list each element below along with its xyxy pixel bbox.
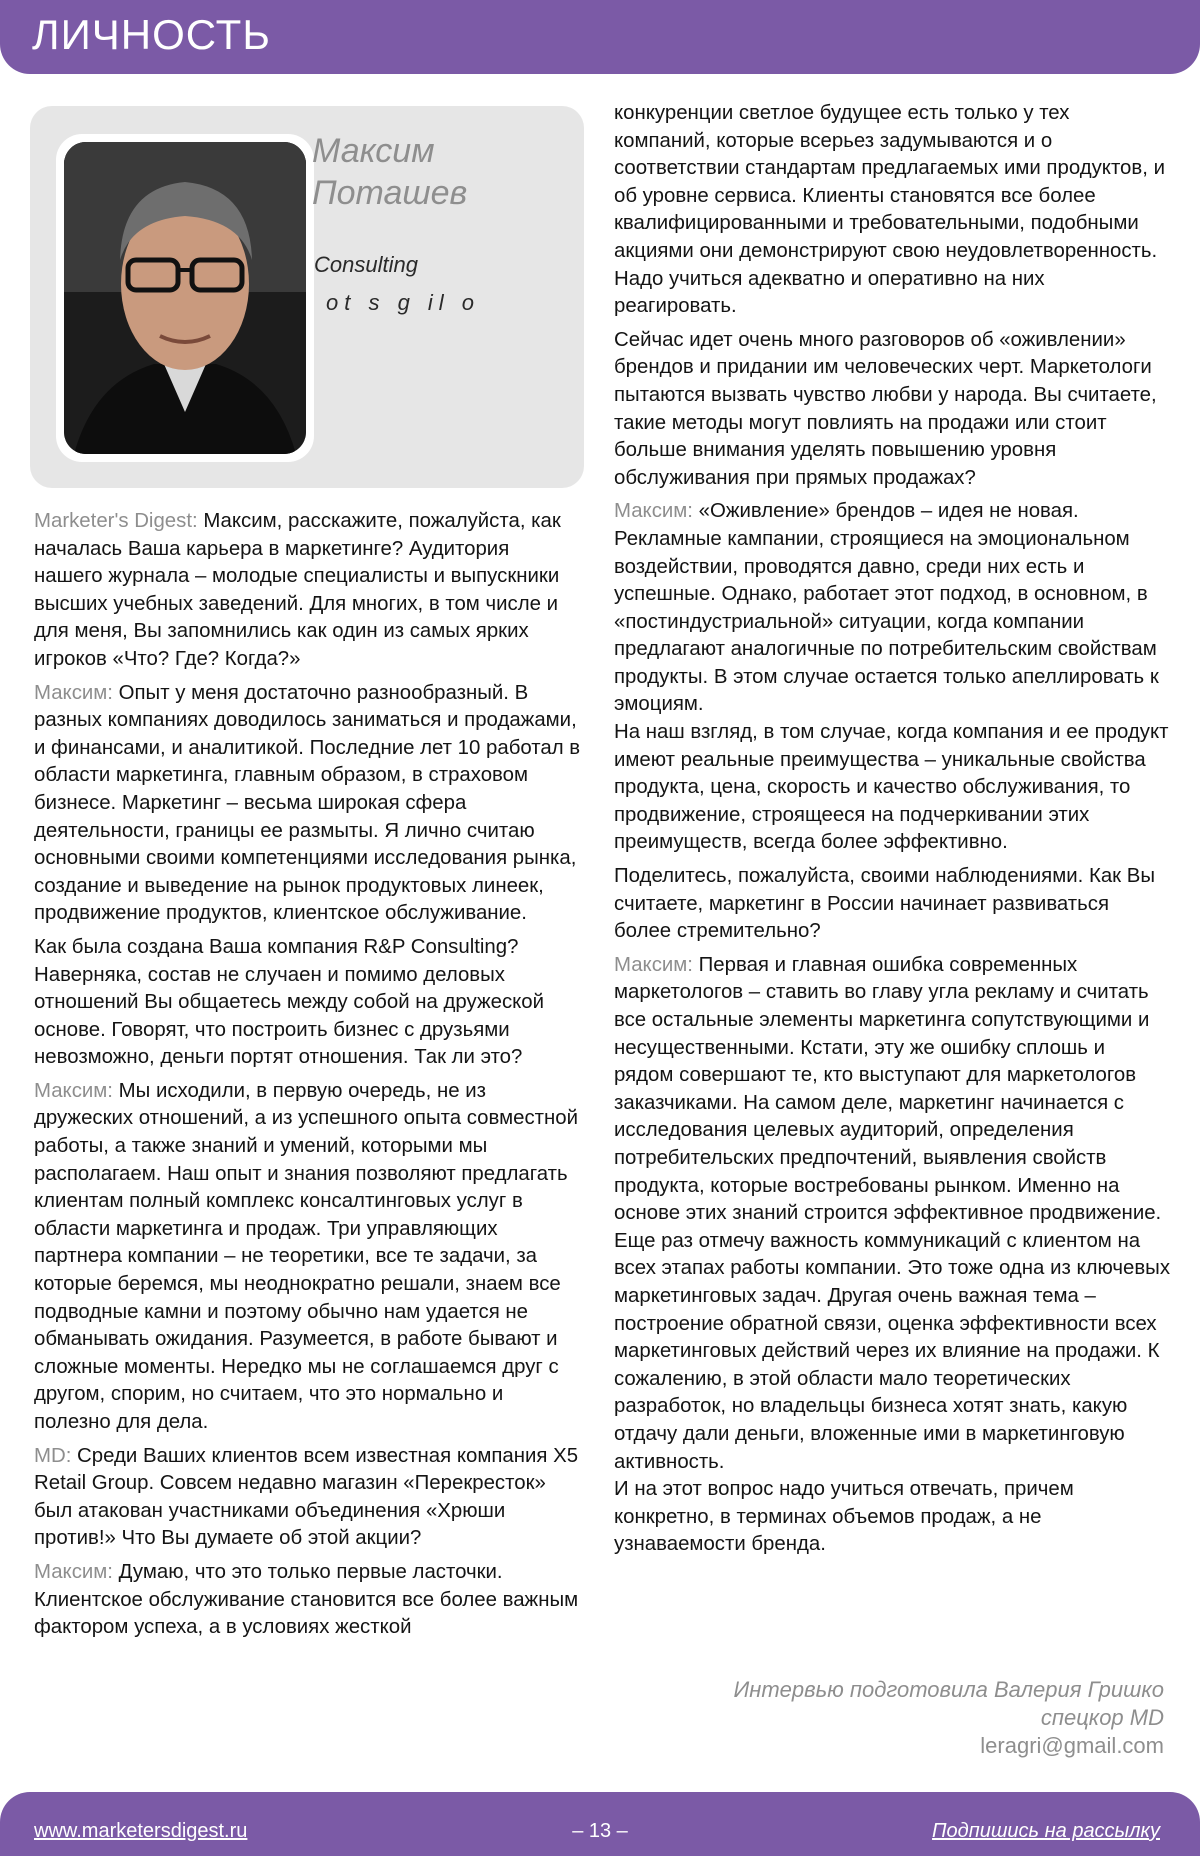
footer-bar: [0, 1792, 1200, 1856]
section-title: ЛИЧНОСТЬ: [32, 11, 271, 58]
paragraph-continuation: На наш взгляд, в том случае, когда компания и ее продукт имеют реальные преимущества – уникальные свойства продукта, цена, скорость и качество обслуживания, то продвижение, строящееся на подчеркивании этих преимуществ, всегда более эффективно.: [614, 721, 1169, 854]
interview-paragraph: [34, 1559, 582, 1642]
speaker-label: Marketer's Digest:: [34, 510, 198, 532]
paragraph-text: Среди Ваших клиентов всем известная компания X5 Retail Group. Совсем недавно магазин «Перекресток» был атакован участниками объединения «Хрюши против!» Что Вы думаете об этой акции?: [34, 1444, 579, 1550]
photo-frame: [56, 134, 314, 462]
author-credit: [734, 1676, 1164, 1760]
person-name: [312, 130, 467, 214]
portrait-photo: [64, 142, 306, 454]
paragraph-text: Мы исходили, в первую очередь, не из дружеских отношений, а из успешного опыта совместной работы, а также знаний и умений, которыми мы располагаем. Наш опыт и знания позволяют предлагать клиентам полный комплекс консалтинговых услуг в области маркетинга и продаж. Три управляющих партнера компании – не теоретики, все те задачи, за которые беремся, мы неоднократно решали, знаем все подводные камни и поэтому обычно нам удается не обманывать ожидания. Разумеется, в работе бывают и сложные моменты. Нередко мы не соглашаемся друг с другом, спорим, но считаем, что это нормально и полезно для дела.: [34, 1079, 578, 1433]
person-last-name: Поташев: [312, 174, 468, 212]
speaker-label: MD:: [34, 1444, 72, 1467]
person-company: Consulting: [314, 252, 418, 277]
interview-paragraph: [614, 863, 1170, 946]
speaker-label: Максим:: [34, 1560, 113, 1583]
credit-author: Интервью подготовила Валерия Гришко: [733, 1677, 1164, 1702]
interview-paragraph: [614, 100, 1170, 321]
paragraph-text: Думаю, что это только первые ласточки. Клиентское обслуживание становится все более важным фактором успеха, а в условиях жесткой: [34, 1560, 579, 1639]
paragraph-continuation: И на этот вопрос надо учиться отвечать, причем конкретно, в терминах объемов продаж, а не узнаваемости бренда.: [614, 1478, 1074, 1556]
subscribe-link[interactable]: Подпишись на рассылку: [932, 1820, 1160, 1842]
paragraph-text: Опыт у меня достаточно разнообразный. В разных компаниях доводилось заниматься и продажами, и финансами, и аналитикой. Последние лет 10 работал в области маркетинга, главным образом, в страховом бизнесе. Маркетинг – весьма широкая сфера деятельности, границы ее размыты. Я лично считаю основными своими компетенциями исследования рынка, создание и выведение на рынок продуктовых линеек, продвижение продуктов, клиентское обслуживание.: [34, 681, 581, 925]
interview-paragraph: [614, 952, 1170, 1559]
interview-paragraph: [34, 1443, 582, 1553]
interview-paragraph: [614, 327, 1170, 493]
speaker-label: Максим:: [614, 953, 693, 976]
right-column: [614, 100, 1170, 1565]
interview-paragraph: [34, 680, 582, 928]
site-link[interactable]: www.marketersdigest.ru: [34, 1820, 248, 1842]
credit-title: спецкор MD: [1040, 1705, 1164, 1730]
paragraph-text: Поделитесь, пожалуйста, своими наблюдениями. Как Вы считаете, маркетинг в России начинает развиваться более стремительно?: [614, 865, 1156, 943]
header-bar: [0, 0, 1200, 74]
person-company-sub: ot s g il o: [326, 290, 481, 315]
left-column: [34, 508, 582, 1648]
paragraph-text: конкуренции светлое будущее есть только у тех компаний, которые всерьез задумываются и о соответствии стандартам предлагаемых ими продуктов, и об уровне сервиса. Клиенты становятся все более квалифицированными и требовательными, подобными акциями они демонстрируют свою неудовлетворенность. Надо учиться адекватно и оперативно на них реагировать.: [614, 102, 1165, 318]
speaker-label: Максим:: [34, 1079, 113, 1102]
interview-paragraph: [34, 1078, 582, 1437]
speaker-label: Максим:: [614, 500, 693, 523]
paragraph-text: Первая и главная ошибка современных маркетологов – ставить во главу угла рекламу и считать все остальные элементы маркетинга сопутствующими и несущественными. Кстати, эту же ошибку сплошь и рядом совершают те, кто выступают для маркетологов заказчиками. На самом деле, маркетинг начинается с исследования целевых аудиторий, определения потребительских предпочтений, выявления свойств продукта, которые востребованы рынком. Именно на основе этих знаний строится эффективное продвижение. Еще раз отмечу важность коммуникаций с клиентом на всех этапах работы компании. Это тоже одна из ключевых маркетинговых задач. Другая очень важная тема – построение обратной связи, оценка эффективности всех маркетинговых действий через их влияние на продажи. К сожалению, в этой области мало теоретических разработок, но владельцы бизнеса хотят знать, какую отдачу дали деньги, вложенные ими в маркетинговую активность.: [614, 953, 1171, 1473]
portrait-illustration: [64, 142, 306, 454]
interview-paragraph: [614, 498, 1170, 857]
profile-card: [30, 106, 584, 488]
paragraph-text: Максим, расскажите, пожалуйста, как началась Ваша карьера в маркетинге? Аудитория нашего журнала – молодые специалисты и выпускники высших учебных заведений. Для многих, в том числе и для меня, Вы запомнились как один из самых ярких игроков «Что? Где? Когда?»: [34, 510, 561, 670]
interview-paragraph: [34, 934, 582, 1072]
speaker-label: Максим:: [34, 681, 113, 704]
interview-paragraph: [34, 508, 582, 674]
paragraph-text: «Оживление» брендов – идея не новая. Рекламные кампании, строящиеся на эмоциональном воздействии, проводятся давно, среди них есть и успешные. Однако, работает этот подход, в основном, в «постиндустриальной» ситуации, когда компании предлагают аналогичные по потребительским свойствам продукты. В этом случае остается только апеллировать к эмоциям.: [614, 500, 1159, 716]
page-number: – 13 –: [572, 1820, 628, 1842]
paragraph-text: Как была создана Ваша компания R&P Consulting? Наверняка, состав не случаен и помимо деловых отношений Вы общаетесь между собой на дружеской основе. Говорят, что построить бизнес с друзьями невозможно, деньги портят отношения. Так ли это?: [34, 935, 545, 1069]
person-first-name: Максим: [312, 132, 435, 170]
credit-email: leragri@gmail.com: [980, 1733, 1164, 1758]
paragraph-text: Сейчас идет очень много разговоров об «оживлении» брендов и придании им человеческих черт. Маркетологи пытаются вызвать чувство любви у народа. Вы считаете, такие методы могут повлиять на продажи или стоит больше внимания уделять повышению уровня обслуживания при прямых продажах?: [614, 328, 1157, 489]
